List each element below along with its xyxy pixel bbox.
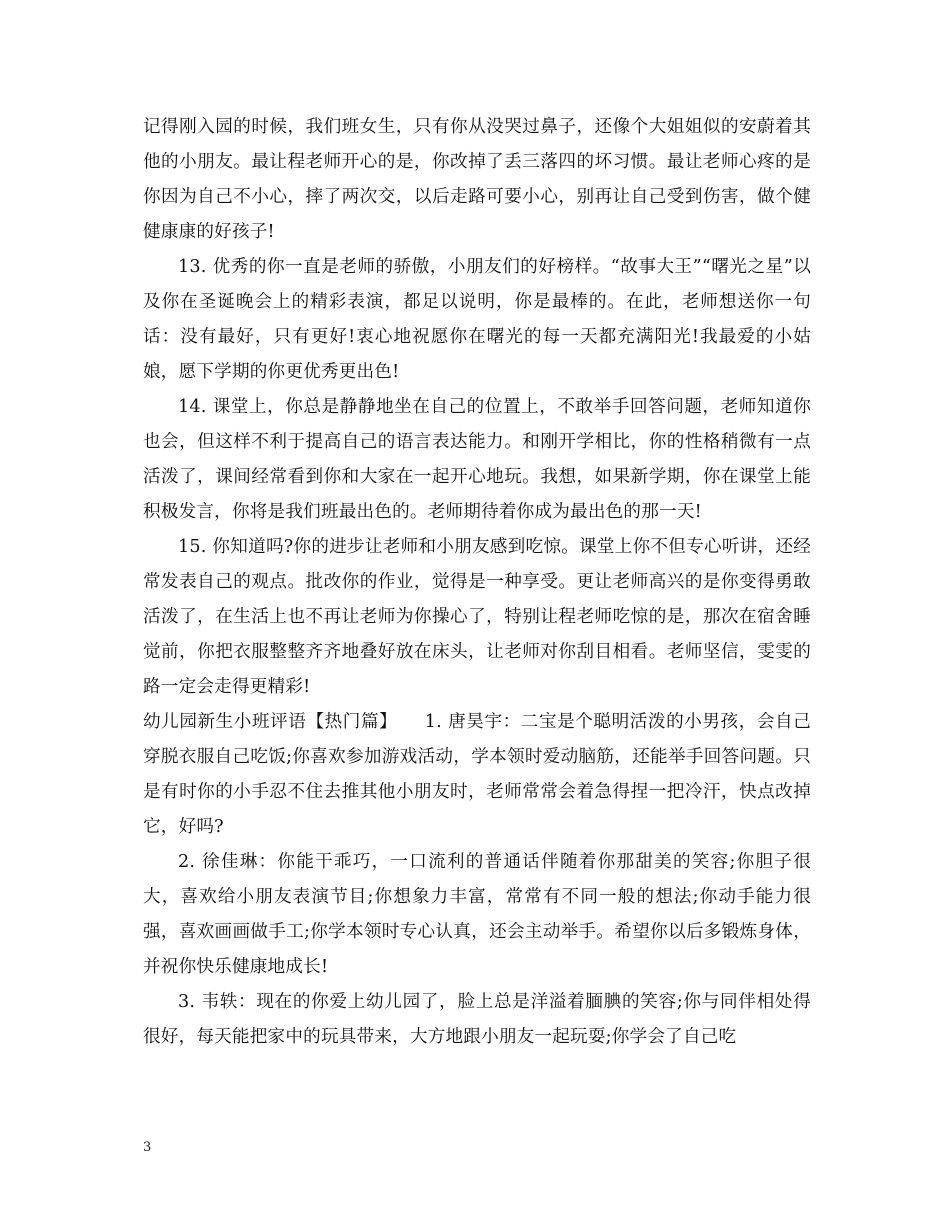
paragraph-14: 14. 课堂上，你总是静静地坐在自己的位置上，不敢举手回答问题，老师知道你也会，但这样不利于提高自己的语言表达能力。和刚开学相比，你的性格稍微有一点活泼了，课间经常看到你和大家在一起开心地玩。我想，如果新学期，你在课堂上能积极发言，你将是我们班最出色的。老师期待着你成为最出色的那一天! [143, 397, 811, 522]
paragraph-item-3: 3. 韦轶：现在的你爱上幼儿园了，脸上总是洋溢着腼腆的笑容;你与同伴相处得很好，每天能把家中的玩具带来，大方地跟小朋友一起玩耍;你学会了自己吃 [143, 992, 811, 1047]
page-number: 3 [143, 1140, 152, 1155]
paragraph-item-2: 2. 徐佳琳：你能干乖巧，一口流利的普通话伴随着你那甜美的笑容;你胆子很大，喜欢给小朋友表演节目;你想象力丰富，常常有不同一般的想法;你动手能力很强，喜欢画画做手工;你学本领时专心认真，还会主动举手。希望你以后多锻炼身体，并祝你快乐健康地成长! [143, 852, 811, 977]
paragraph-15: 15. 你知道吗?你的进步让老师和小朋友感到吃惊。课堂上你不但专心听讲，还经常发表自己的观点。批改你的作业，觉得是一种享受。更让老师高兴的是你变得勇敢活泼了，在生活上也不再让老师为你操心了，特别让程老师吃惊的是，那次在宿舍睡觉前，你把衣服整整齐齐地叠好放在床头，让老师对你刮目相看。老师坚信，雯雯的路一定会走得更精彩! [143, 537, 811, 697]
body-text [143, 110, 811, 1055]
section-heading-paragraph: 幼儿园新生小班评语【热门篇】 1. 唐昊宇：二宝是个聪明活泼的小男孩，会自己穿脱衣服自己吃饭;你喜欢参加游戏活动，学本领时爱动脑筋，还能举手回答问题。只是有时你的小手忍不住去推其他小朋友时，老师常常会着急得捏一把冷汗，快点改掉它，好吗? [143, 712, 811, 837]
paragraph-1: 记得刚入园的时候，我们班女生，只有你从没哭过鼻子，还像个大姐姐似的安蔚着其他的小朋友。最让程老师开心的是，你改掉了丢三落四的坏习惯。最让老师心疼的是你因为自己不小心，摔了两次交，以后走路可要小心，别再让自己受到伤害，做个健健康康的好孩子! [143, 117, 811, 242]
paragraph-13: 13. 优秀的你一直是老师的骄傲，小朋友们的好榜样。“故事大王”“曙光之星”以及你在圣诞晚会上的精彩表演，都足以说明，你是最棒的。在此，老师想送你一句话：没有最好，只有更好!衷心地祝愿你在曙光的每一天都充满阳光!我最爱的小姑娘，愿下学期的你更优秀更出色! [143, 257, 811, 382]
